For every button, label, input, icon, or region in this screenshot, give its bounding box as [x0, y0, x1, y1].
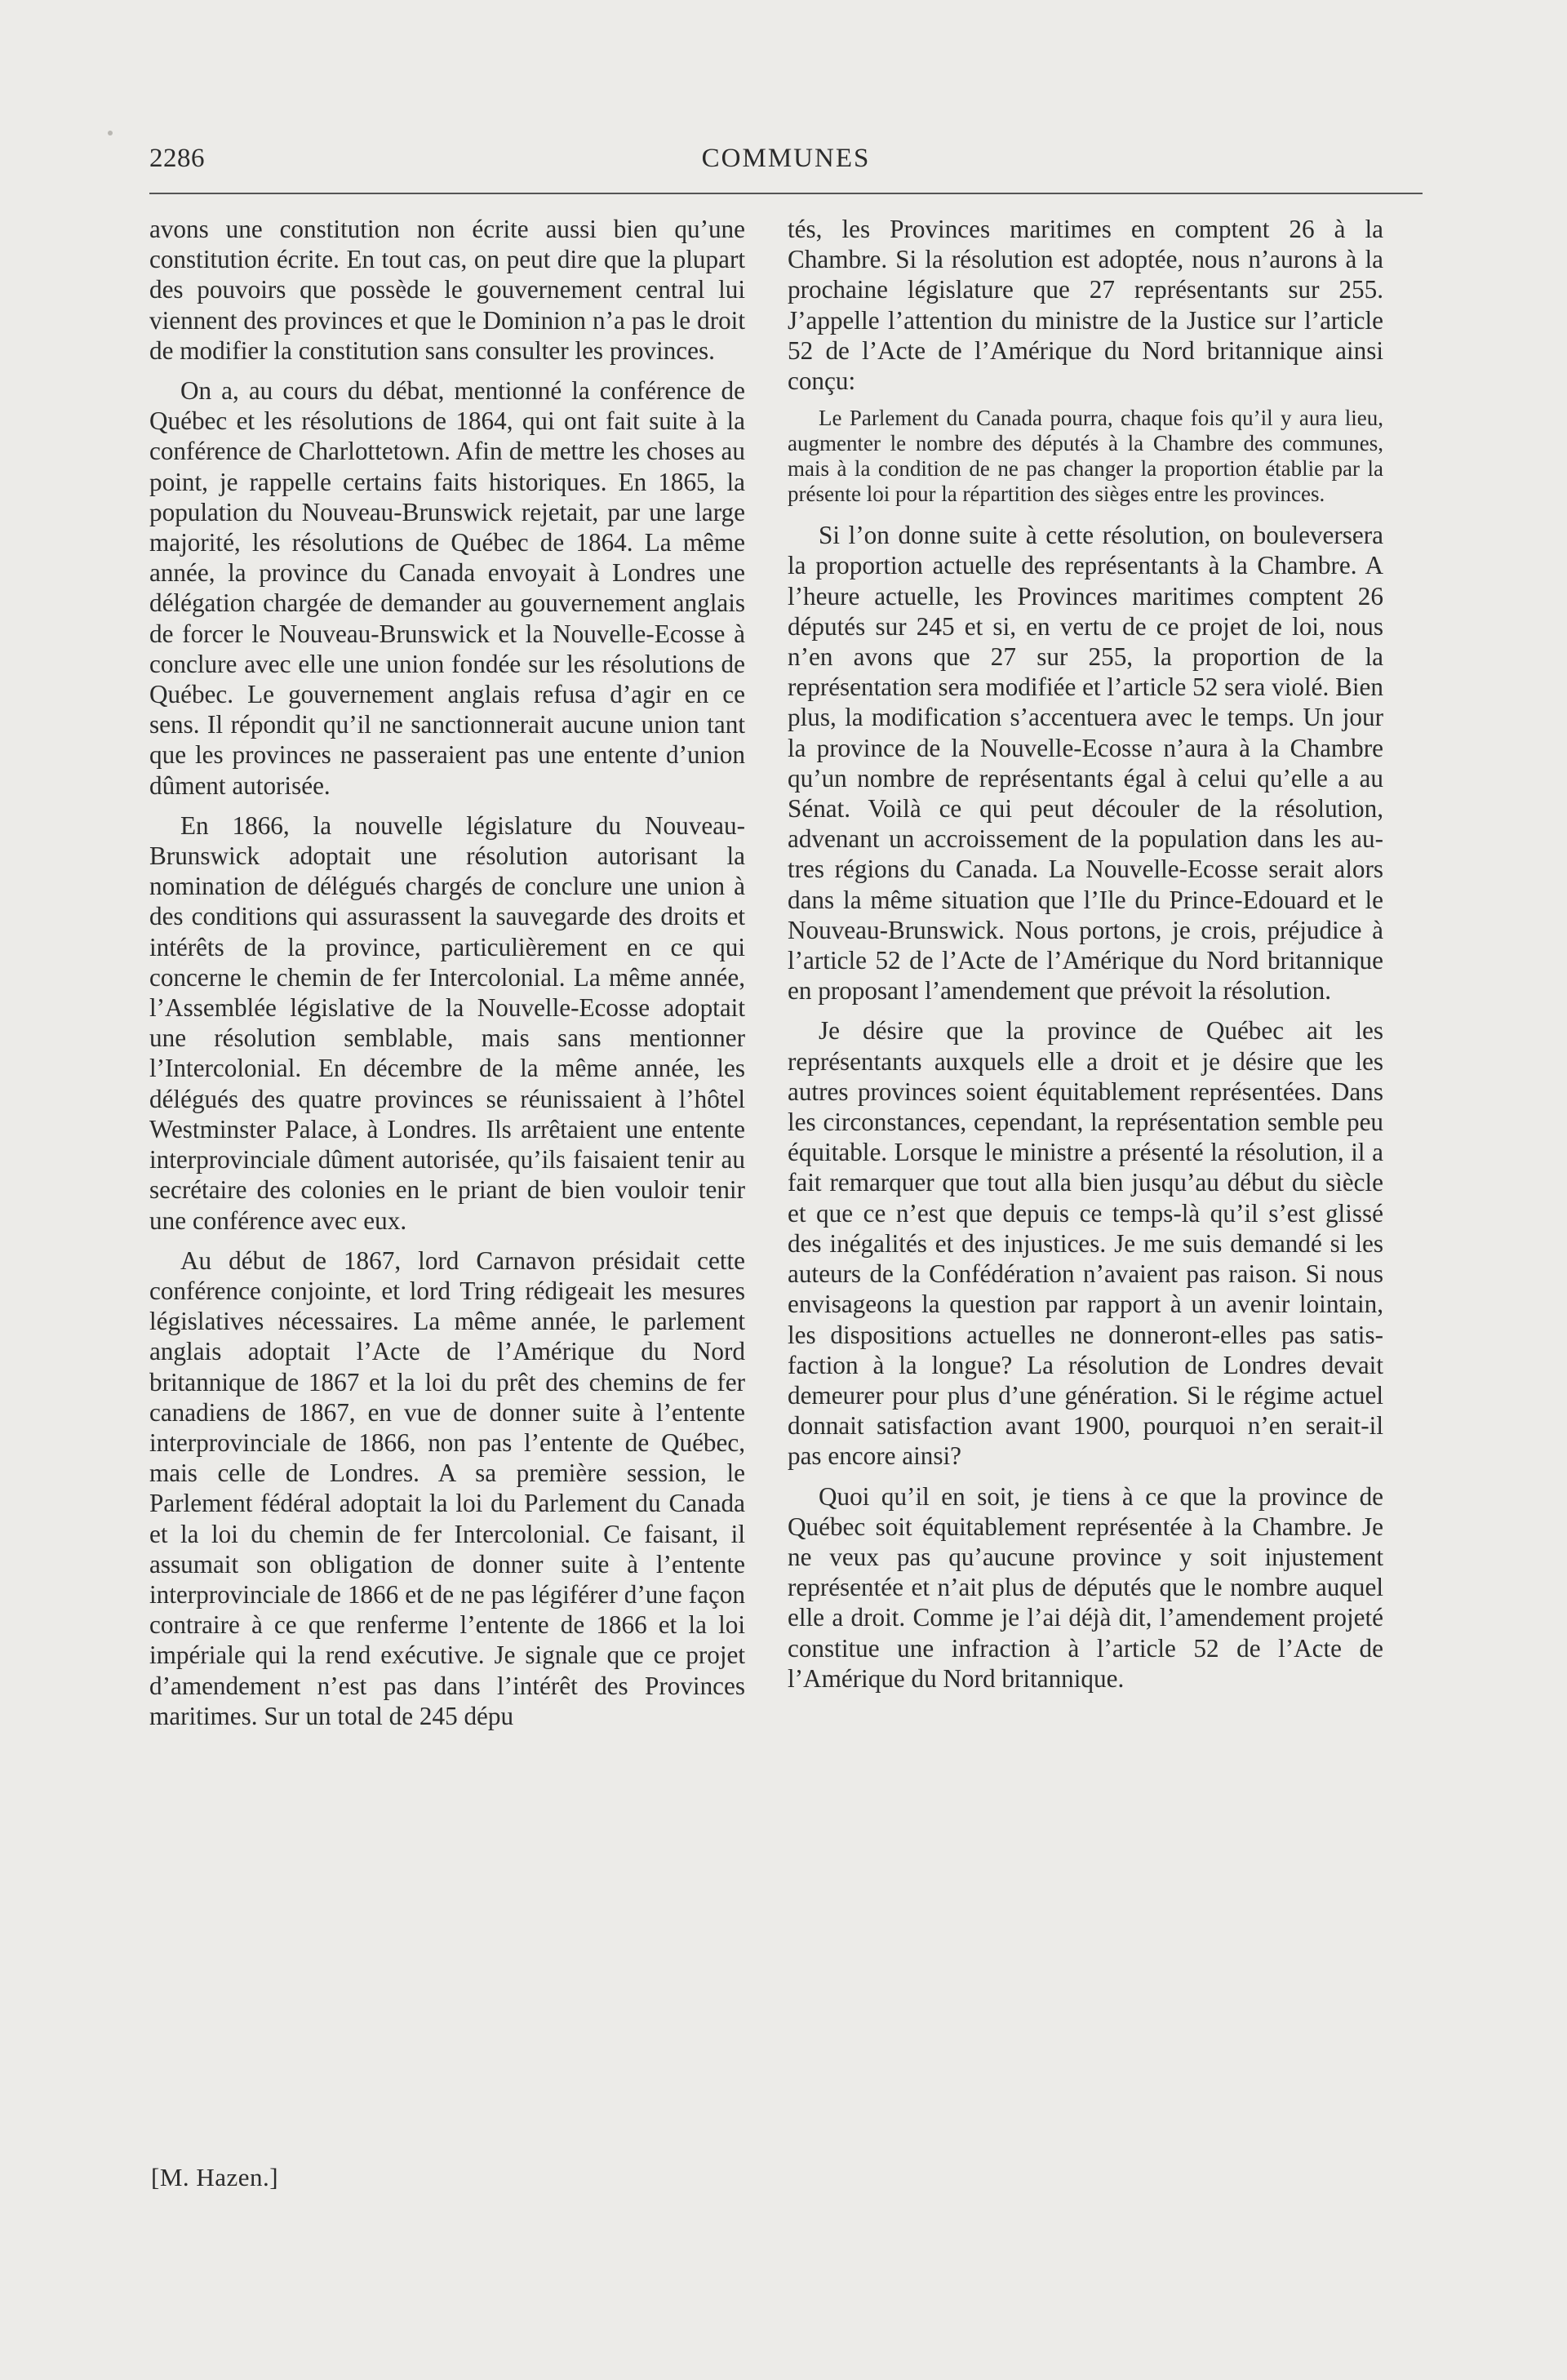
- left-column: [149, 214, 745, 1741]
- page-speck: [108, 131, 113, 135]
- speaker-attribution: [M. Hazen.]: [151, 2163, 279, 2191]
- paragraph: avons une constitution non écrite aussi bien qu’une constitution écrite. En tout cas, on peut dire que la plupart des pouvoirs que possède le gouvernement central lui viennent des provinces et que le Dominion n’a pas le droit de modifier la constitution sans consulter les provinces.: [149, 215, 745, 365]
- paragraph: En 1866, la nouvelle législature du Nouveau-Brunswick adoptait une résolution autorisant la nomination de délégués chargés de conclure une union à des conditions qui assurassent la sauvegarde des droits et intérêts de la province, particulièrement en ce qui concerne le chemin de fer Intercolonial. La même année, l’Assemblée législative de la Nouvelle-Ecosse adoptait une résolution semblable, mais sans mentionner l’Intercolonial. En décembre de la même année, les délégués des quatre provinces se réunissaient à l’hôtel Westminster Palace, à Londres. Ils arrêtaient une entente interprovinciale dûment autorisée, qu’ils faisaient tenir au secrétaire des colonies en le priant de bien vouloir tenir une conférence avec eux.: [149, 810, 745, 1235]
- paragraph: Si l’on donne suite à cette résolution, on bouleversera la proportion actuelle des représentants à la Chambre. A l’heure actuelle, les Provinces maritimes comptent 26 députés sur 245 et si, en vertu de ce projet de loi, nous n’en avons que 27 sur 255, la proportion de la représentation sera modifiée et l’article 52 sera violé. Bien plus, la modification s’accentuera avec le temps. Un jour la province de la Nouvelle-Ecosse n’aura à la Chambre qu’un nombre de représentants égal à celui qu’elle a au Sénat. Voilà ce qui peut découler de la résolution, advenant un accroissement de la population dans les autres régions du Canada. La Nouvelle-Ecosse serait alors dans la même situation que l’Ile du Prince-Edouard et le Nouveau-Brunswick. Nous portons, je crois, préjudice à l’article 52 de l’Acte de l’Amérique du Nord britannique en proposant l’amendement que prévoit la résolution.: [788, 521, 1383, 1006]
- paragraph: Je désire que la province de Québec ait les représentants auxquels elle a droit et je désire que les autres provinces soient équitablement représentées. Dans les circonstances, cependant, la représentation semble peu équitable. Lorsque le ministre a présenté la résolution, il a fait remarquer que tout alla bien jusqu’au début du siècle et que ce n’est que depuis ce temps-là qu’il s’est glissé des inégalités et des injustices. Je me suis demandé si les auteurs de la Confédération n’avaient pas raison. Si nous envisageons la question par rapport à un avenir lointain, les dispositions actuelles ne donneront-elles pas satisfaction à la longue? La résolution de Londres devait demeurer pour plus d’une génération. Si le régime actuel donnait satisfaction avant 1900, pourquoi n’en serait-il pas encore ainsi?: [788, 1016, 1383, 1471]
- paragraph: Quoi qu’il en soit, je tiens à ce que la province de Québec soit équitablement représentée à la Chambre. Je ne veux pas qu’aucune province y soit injustement représentée et n’ait plus de députés que le nombre auquel elle a droit. Comme je l’ai déjà dit, l’amendement projeté constitue une infraction à l’article 52 de l’Acte de l’Amérique du Nord britannique.: [788, 1481, 1383, 1693]
- block-quote: Le Parlement du Canada pourra, chaque fois qu’il y aura lieu, augmenter le nombre des députés à la Chambre des communes, mais à la condition de ne pas changer la proportion établie par la présente loi pour la répartition des sièges entre les provinces.: [788, 406, 1383, 507]
- page-header: [149, 144, 1423, 184]
- paragraph: On a, au cours du débat, mentionné la conférence de Québec et les résolutions de 1864, qui ont fait suite à la conférence de Charlottetown. Afin de mettre les choses au point, je rappelle certains faits historiques. En 1865, la population du Nouveau-Brunswick rejetait, par une large majorité, les résolutions de Québec de 1864. La même année, la province du Canada envoyait à Londres une délégation chargée de demander au gouvernement anglais de forcer le Nouveau-Brunswick et la Nouvelle-Ecosse à conclure avec elle une union fondée sur les résolutions de Québec. Le gouvernement anglais refusa d’agir en ce sens. Il répondit qu’il ne sanctionnerait aucune union tant que les provinces ne passeraient pas une entente d’union dûment autorisée.: [149, 376, 745, 800]
- right-column: [788, 214, 1383, 1703]
- paragraph: tés, les Provinces maritimes en comptent 26 à la Chambre. Si la résolution est adoptée, nous n’aurons à la prochaine législature que 27 représentants sur 255. J’appelle l’attention du ministre de la Justice sur l’article 52 de l’Acte de l’Amérique du Nord britannique ainsi conçu:: [788, 215, 1383, 396]
- page-number: 2286: [149, 144, 205, 173]
- header-rule: [149, 193, 1423, 194]
- running-head: COMMUNES: [701, 144, 871, 173]
- paragraph: Au début de 1867, lord Carnavon présidait cette conférence conjointe, et lord Tring rédigeait les mesures législatives nécessaires. La même année, le parlement anglais adoptait l’Acte de l’Amérique du Nord britannique de 1867 et la loi du prêt des chemins de fer canadiens de 1867, en vue de donner suite à l’entente interprovinciale de 1866, non pas l’entente de Québec, mais celle de Londres. A sa première session, le Parlement fédéral adoptait la loi du Parlement du Canada et la loi du chemin de fer Intercolonial. Ce faisant, il assumait son obligation de donner suite à l’entente interprovinciale de 1866 et de ne pas légiférer d’une façon contraire à ce que renferme l’entente de 1866 et la loi impériale qui la rend exécutive. Je signale que ce projet d’amendement n’est pas dans l’intérêt des Provinces maritimes. Sur un total de 245 dépu: [149, 1246, 745, 1730]
